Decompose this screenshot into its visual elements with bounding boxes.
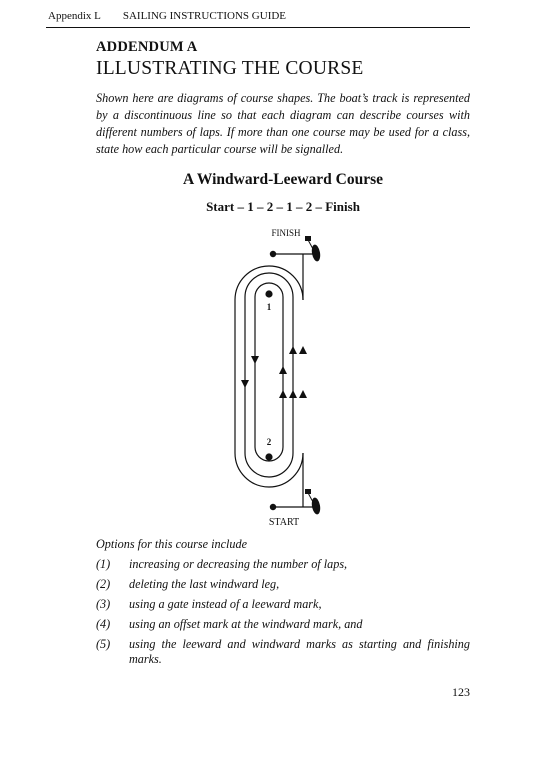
up-arrow-icon — [289, 346, 297, 354]
options-intro: Options for this course include — [96, 537, 247, 551]
up-arrow-icon — [299, 390, 307, 398]
page-number: 123 — [452, 685, 470, 699]
option-text: increasing or decreasing the number of laps, — [129, 557, 348, 571]
list-item — [96, 597, 470, 612]
page-title: ILLUSTRATING THE COURSE — [96, 58, 364, 79]
start-committee-boat-icon — [305, 489, 321, 515]
list-item — [96, 637, 470, 667]
finish-committee-boat-icon — [305, 236, 321, 262]
intro-paragraph: Shown here are diagrams of course shapes. The boat’s track is represented by a discontinuous line so that each diagram can describe courses with different numbers of laps. If more than one course may be used for a class, state how each particular course will be signalled. — [96, 91, 470, 156]
guide-title: SAILING INSTRUCTIONS GUIDE — [122, 10, 287, 22]
up-arrow-icon — [279, 390, 287, 398]
appendix-label: Appendix L — [48, 10, 101, 22]
option-number: (3) — [96, 597, 111, 611]
option-text: using the leeward and windward marks as starting and finishing marks. — [129, 637, 470, 666]
finish-label: FINISH — [271, 228, 301, 238]
course-heading: A Windward-Leeward Course — [182, 171, 384, 188]
option-number: (2) — [96, 577, 111, 591]
options-list — [96, 557, 470, 672]
list-item — [96, 557, 470, 572]
finish-pin-icon — [270, 251, 276, 257]
option-text: deleting the last windward leg, — [129, 577, 280, 591]
mark-1-label: 1 — [266, 302, 272, 312]
up-arrow-icon — [289, 390, 297, 398]
windward-mark-icon — [265, 290, 272, 297]
list-item — [96, 577, 470, 592]
down-arrow-icon — [241, 380, 249, 388]
mark-2-label: 2 — [266, 437, 272, 447]
up-arrow-icon — [279, 366, 287, 374]
list-item — [96, 617, 470, 632]
leeward-mark-icon — [265, 453, 272, 460]
down-arrow-icon — [251, 356, 259, 364]
up-arrow-icon — [299, 346, 307, 354]
addendum-label: ADDENDUM A — [96, 39, 198, 55]
option-number: (4) — [96, 617, 111, 631]
option-text: using an offset mark at the windward mark, and — [129, 617, 363, 631]
start-pin-icon — [270, 504, 276, 510]
course-sequence: Start – 1 – 2 – 1 – 2 – Finish — [206, 199, 360, 214]
option-number: (5) — [96, 637, 111, 651]
option-text: using a gate instead of a leeward mark, — [129, 597, 322, 611]
option-number: (1) — [96, 557, 111, 571]
start-label: START — [268, 517, 300, 528]
